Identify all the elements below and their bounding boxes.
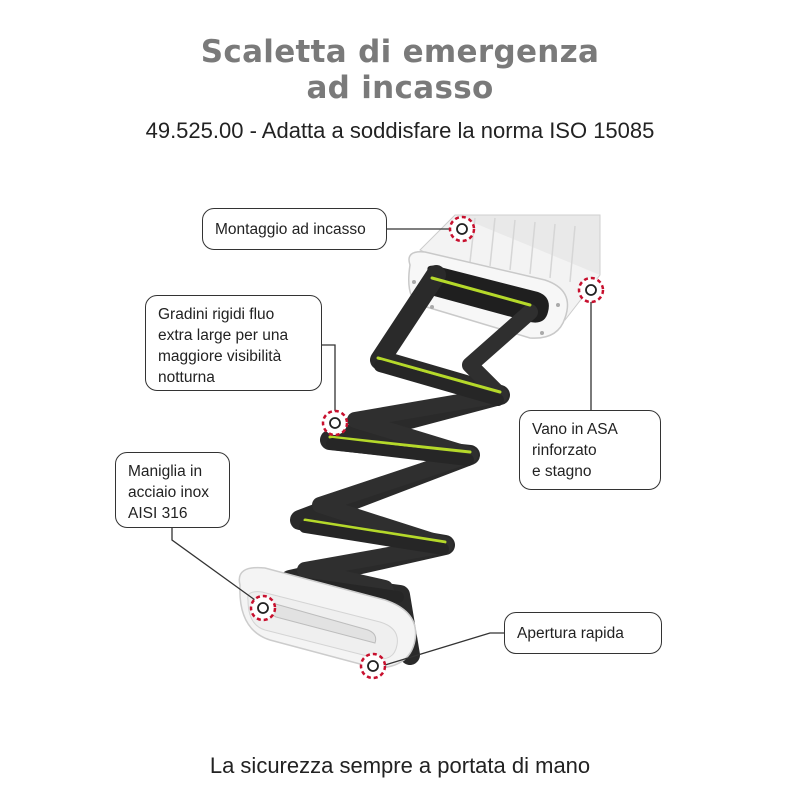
marker-apertura [361,654,385,678]
callout-text: maggiore visibilità [158,348,282,365]
title-line-2: ad incasso [306,70,494,106]
callout-gradini-fluo [145,295,322,391]
marker-vano [579,278,603,302]
callout-text: acciaio inox [128,484,209,501]
callout-text: Montaggio ad incasso [215,221,366,238]
callout-text: AISI 316 [128,505,188,522]
callout-text: extra large per una [158,327,289,344]
title-line-1: Scaletta di emergenza [200,34,600,70]
callout-text: rinforzato [532,442,597,459]
callout-text: Maniglia in [128,463,203,480]
marker-maniglia [251,596,275,620]
callout-montaggio-ad-incasso [202,208,387,250]
callout-maniglia-inox [115,452,230,528]
callout-text: notturna [158,369,215,386]
callout-text: Apertura rapida [517,625,624,642]
product-subtitle: 49.525.00 - Adatta a soddisfare la norma ISO 15085 [145,118,655,143]
callout-apertura-rapida [504,612,662,654]
callout-text: Vano in ASA [532,421,618,438]
marker-gradini [323,411,347,435]
marker-montaggio [450,217,474,241]
callout-text: e stagno [532,463,592,480]
callout-vano-asa [519,410,661,490]
callout-text: Gradini rigidi fluo [158,306,275,323]
footer-tagline: La sicurezza sempre a portata di mano [209,753,591,778]
